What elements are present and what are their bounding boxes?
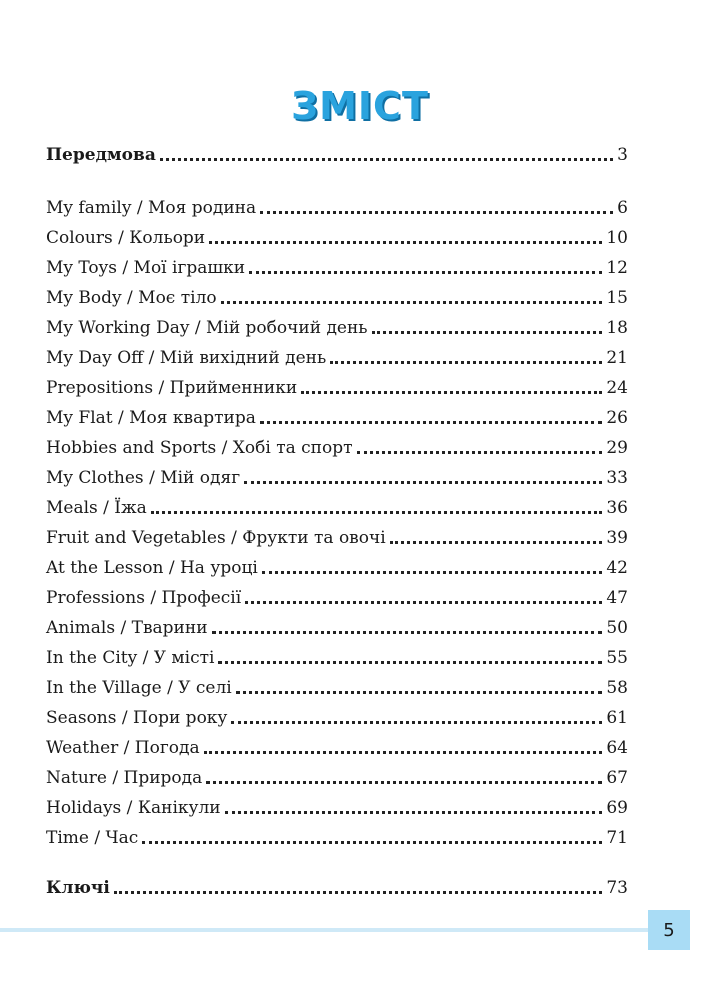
toc-entry-page: 47 [606,588,628,608]
toc-entry-label: Prepositions / Прийменники [46,378,298,398]
toc-entry-page: 6 [617,198,628,218]
toc-entry-page: 64 [606,738,628,758]
toc-entry-page: 39 [606,528,628,548]
toc-intro-page: 3 [617,145,628,165]
dot-leader [372,331,603,334]
toc-entry[interactable] [46,226,628,250]
toc-entry-page: 36 [606,498,628,518]
dot-leader [390,541,603,544]
toc-entry-page: 15 [606,288,628,308]
dot-leader [260,211,613,214]
toc-entry[interactable] [46,196,628,220]
toc-entry-page: 29 [606,438,628,458]
toc-entry[interactable] [46,556,628,580]
toc-entry-page: 21 [606,348,628,368]
toc-entry-label: At the Lesson / На уроці [46,558,258,578]
dot-leader [160,158,613,161]
toc-entry-label: My Toys / Мої іграшки [46,258,246,278]
toc-entry[interactable] [46,736,628,760]
toc-entry[interactable] [46,646,628,670]
page-title: ЗМІСТ [291,84,429,128]
toc-entry-label: Colours / Кольори [46,228,206,248]
toc-entry[interactable] [46,676,628,700]
toc-entry-label: Professions / Професії [46,588,242,608]
footer-rule [0,928,648,932]
toc-entry-page: 58 [606,678,628,698]
toc-entry-label: My Body / Моє тіло [46,288,217,308]
toc-entry-page: 18 [606,318,628,338]
dot-leader [218,661,602,664]
toc-keys-page: 73 [606,878,628,898]
dot-leader [260,421,602,424]
toc-entry[interactable] [46,286,628,310]
toc-entry[interactable] [46,706,628,730]
toc-entry-label: My Day Off / Мій вихідний день [46,348,327,368]
dot-leader [206,781,602,784]
dot-leader [244,481,602,484]
toc-entry-label: Holidays / Канікули [46,798,221,818]
toc-entry-label: My Flat / Моя квартира [46,408,256,428]
toc-entry[interactable] [46,436,628,460]
toc-entry-label: Hobbies and Sports / Хобі та спорт [46,438,353,458]
dot-leader [114,891,603,894]
toc-entry[interactable] [46,316,628,340]
toc-entry-page: 24 [606,378,628,398]
toc-entry-page: 67 [606,768,628,788]
dot-leader [249,271,602,274]
toc-entry[interactable] [46,496,628,520]
page-number-badge: 5 [648,910,690,950]
dot-leader [151,511,603,514]
toc-entry[interactable] [46,376,628,400]
dot-leader [142,841,602,844]
toc-entry-page: 33 [606,468,628,488]
toc-entry-page: 50 [606,618,628,638]
dot-leader [209,241,602,244]
dot-leader [262,571,603,574]
toc-keys-label: Ключі [46,878,110,898]
toc-entry-label: In the City / У місті [46,648,215,668]
dot-leader [204,751,603,754]
toc-entry-label: Time / Час [46,828,139,848]
dot-leader [212,631,603,634]
toc-entry[interactable] [46,586,628,610]
toc-entry[interactable] [46,256,628,280]
toc-entry[interactable] [46,616,628,640]
dot-leader [225,811,603,814]
toc-entry-label: Seasons / Пори року [46,708,228,728]
toc-entry-page: 55 [606,648,628,668]
toc-entry[interactable] [46,346,628,370]
dot-leader [330,361,602,364]
toc-entry[interactable] [46,766,628,790]
toc-intro[interactable] [46,143,628,167]
toc-entry-label: Animals / Тварини [46,618,208,638]
dot-leader [236,691,603,694]
toc-entry-label: In the Village / У селі [46,678,232,698]
dot-leader [357,451,603,454]
toc-entry-label: My Working Day / Мій робочий день [46,318,368,338]
toc-entry-page: 26 [606,408,628,428]
toc-entry-page: 71 [606,828,628,848]
toc-entry-label: Fruit and Vegetables / Фрукти та овочі [46,528,386,548]
dot-leader [245,601,602,604]
toc-entry-page: 61 [606,708,628,728]
toc-entry-page: 42 [606,558,628,578]
toc-entry[interactable] [46,466,628,490]
toc-entry[interactable] [46,796,628,820]
toc-entry-label: Meals / Їжа [46,498,147,518]
dot-leader [231,721,602,724]
toc-entry-page: 69 [606,798,628,818]
toc-entry-label: Weather / Погода [46,738,200,758]
toc-entry[interactable] [46,526,628,550]
dot-leader [221,301,603,304]
toc-entry-label: Nature / Природа [46,768,203,788]
toc-entry-label: My Clothes / Мій одяг [46,468,241,488]
toc-entry-label: My family / Моя родина [46,198,257,218]
toc-entry-page: 12 [606,258,628,278]
dot-leader [301,391,602,394]
toc-intro-label: Передмова [46,145,156,165]
toc-keys[interactable] [46,876,628,900]
toc-entry[interactable] [46,406,628,430]
toc-entry-page: 10 [606,228,628,248]
toc-entry[interactable] [46,826,628,850]
